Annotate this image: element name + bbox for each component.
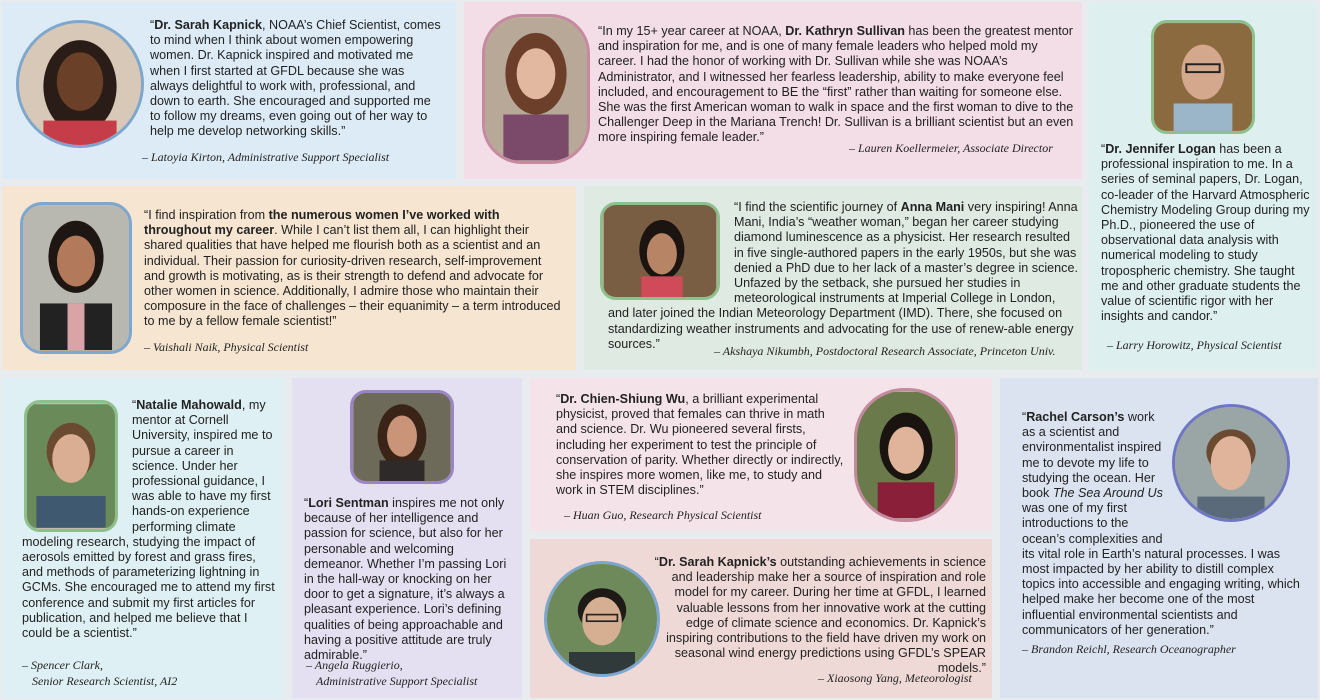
portrait-photo: [482, 14, 590, 164]
attribution: – Brandon Reichl, Research Oceanographer: [1022, 642, 1236, 656]
honoree-name: Dr. Kathryn Sullivan: [785, 24, 905, 38]
testimonial-card-guo: [530, 378, 992, 531]
portrait-photo: [544, 561, 660, 677]
attribution: – Huan Guo, Research Physical Scientist: [564, 508, 762, 522]
quote-text: “Rachel Carson’s work as a scientist and environmentalist inspired me to devote my life to studying the ocean. Her book The Sea Around Us was one of my first introductions to the ocean’s complexities and its vital role in Earth’s natural processes. I was most impacted by her ability to distill complex topics into accessible and engaging writing, which helped make her become one of the most influential environmental scientists and communicators of her generation.”: [1022, 410, 1300, 637]
attribution: – Xiaosong Yang, Meteorologist: [818, 671, 972, 685]
honoree-name: Dr. Sarah Kapnick’s: [658, 555, 777, 569]
portrait-photo: [854, 388, 958, 522]
testimonial-card-horowitz: [1089, 2, 1318, 370]
honoree-name: Rachel Carson’s: [1026, 410, 1125, 424]
portrait-photo: [1151, 20, 1255, 134]
attribution-name: – Angela Ruggierio,: [306, 658, 403, 672]
attribution: – Vaishali Naik, Physical Scientist: [144, 340, 309, 354]
testimonial-card-clark: [2, 378, 284, 698]
testimonial-card-naik: [2, 186, 576, 370]
portrait-photo: [20, 202, 132, 354]
quote-text: “In my 15+ year career at NOAA, Dr. Kathryn Sullivan has been the greatest mentor and inspiration for me, and is one of many female leaders who helped mold my career. I had the honor of working with Dr. Sullivan while she was NOAA’s Administrator, and I witnessed her fearless leadership, ability to make everyone feel included, and encouragement to BE the “first” rather than waiting for someone else. She was the first American woman to walk in space and the first woman to dive to the Challenger Deep in the Mariana Trench! Dr. Sullivan is a brilliant scientist but an even more inspiring female leader.”: [598, 24, 1074, 145]
honoree-name: the numerous women I’ve worked with throughout my career: [144, 208, 500, 238]
testimonial-card-ruggierio: [292, 378, 522, 698]
attribution: – Akshaya Nikumbh, Postdoctoral Research Associate, Princeton Univ.: [714, 344, 1056, 358]
quote-text: “Dr. Jennifer Logan has been a professional inspiration to me. In a series of seminal papers, Dr. Logan, co-leader of the Harvard Atmospheric Chemistry Modeling Group during my Ph.D., pioneered the use of observational data analysis with numerical modeling to study tropospheric chemistry. She taught me and other graduate students the value of scientific rigor with her insights and candor.”: [1101, 142, 1310, 324]
quote-text: “Lori Sentman inspires me not only because of her intelligence and passion for science, but also for her personable and welcoming demeanor. Whether I’m passing Lori in the hall-way or knocking on her door to get a signature, it’s always a pleasant experience. Lori’s defining qualities of being approachable and having a positive attitude are truly admirable.”: [304, 496, 507, 663]
attribution: – Larry Horowitz, Physical Scientist: [1107, 338, 1282, 352]
portrait-photo: [16, 20, 144, 148]
honoree-name: Natalie Mahowald: [136, 398, 242, 412]
testimonial-card-reichl: [1000, 378, 1318, 698]
quote-text: “I find the scientific journey of Anna Mani very inspiring! Anna Mani, India’s “weather woman,” began her career studying diamond luminescence as a physicist. Her research resulted in five single-authored papers in the early 1950s, but she was denied a PhD due to her lack of a master’s degree in science. Unfazed by the setback, she pursued her studies in meteorological instruments at Imperial College in London, and later joined the Indian Meteorology Department (IMD). There, she focused on standardizing weather instruments and advocating for the use of renew-able energy sources.”: [608, 200, 1078, 351]
attribution-title: Administrative Support Specialist: [316, 674, 478, 688]
portrait-photo: [350, 390, 454, 484]
honoree-name: Dr. Chien-Shiung Wu: [560, 392, 686, 406]
honoree-name: Dr. Jennifer Logan: [1105, 142, 1216, 156]
honoree-name: Dr. Sarah Kapnick: [154, 18, 262, 32]
honoree-name: Lori Sentman: [308, 496, 389, 510]
quote-text: “Natalie Mahowald, my mentor at Cornell University, inspired me to pursue a career in science. Under her professional guidance, I was able to have my first hands-on experience performing climate modeling research, studying the impact of aerosols emitted by forest and grass fires, and methods of parameterizing lightning in GCMs. She encouraged me to attend my first conference and submit my first articles for publication, and helped me believe that I could be a scientist.”: [22, 398, 275, 641]
quote-text: “I find inspiration from the numerous women I’ve worked with throughout my career. While I can’t list them all, I can highlight their shared qualities that have helped me flourish both as a scientist and an individual. Their passion for curiosity-driven research, self-improvement and growth is motivating, as is their strength to defend and advocate for other women in science. Additionally, I admire those who maintain their composure in the face of challenges – their equanimity – a term introduced to me by a fellow female scientist!”: [144, 208, 561, 329]
honoree-name: Anna Mani: [900, 200, 965, 214]
testimonial-card-kirton: [2, 2, 456, 179]
attribution: – Lauren Koellermeier, Associate Director: [849, 141, 1053, 155]
attribution-title: Senior Research Scientist, AI2: [32, 674, 178, 688]
testimonial-card-nikumbh: [584, 186, 1082, 370]
quote-text: “Dr. Sarah Kapnick’s outstanding achievements in science and leadership make her a source of inspiration and role model for my career. During her time at GFDL, I learned valuable lessons from her innovative work at the cutting edge of climate science and economics. Dr. Kapnick’s inspiring contributions to the field have driven my work on seasonal wind energy predictions using GFDL’s SPEAR models.”: [654, 555, 986, 676]
testimonial-card-yang: [530, 539, 992, 698]
book-title: The Sea Around Us: [1052, 486, 1163, 501]
quote-text: “Dr. Chien-Shiung Wu, a brilliant experimental physicist, proved that females can thrive in math and science. Dr. Wu pioneered several firsts, including her experiment to test the principle of conservation of parity. Whether directly or indirectly, she inspires more women, like me, to study and work in STEM disciplines.”: [556, 392, 844, 498]
attribution-name: – Spencer Clark,: [22, 658, 103, 672]
attribution: – Latoyia Kirton, Administrative Support Specialist: [142, 150, 390, 164]
testimonial-card-koellermeier: [464, 2, 1082, 179]
quote-text: “Dr. Sarah Kapnick, NOAA’s Chief Scientist, comes to mind when I think about women empowering women. Dr. Kapnick inspired and motivated me when I first started at GFDL because she was always delightful to work with, professional, and down to earth. She encouraged and supported me to follow my dreams, even going out of her way to help me develop networking skills.”: [150, 18, 441, 139]
